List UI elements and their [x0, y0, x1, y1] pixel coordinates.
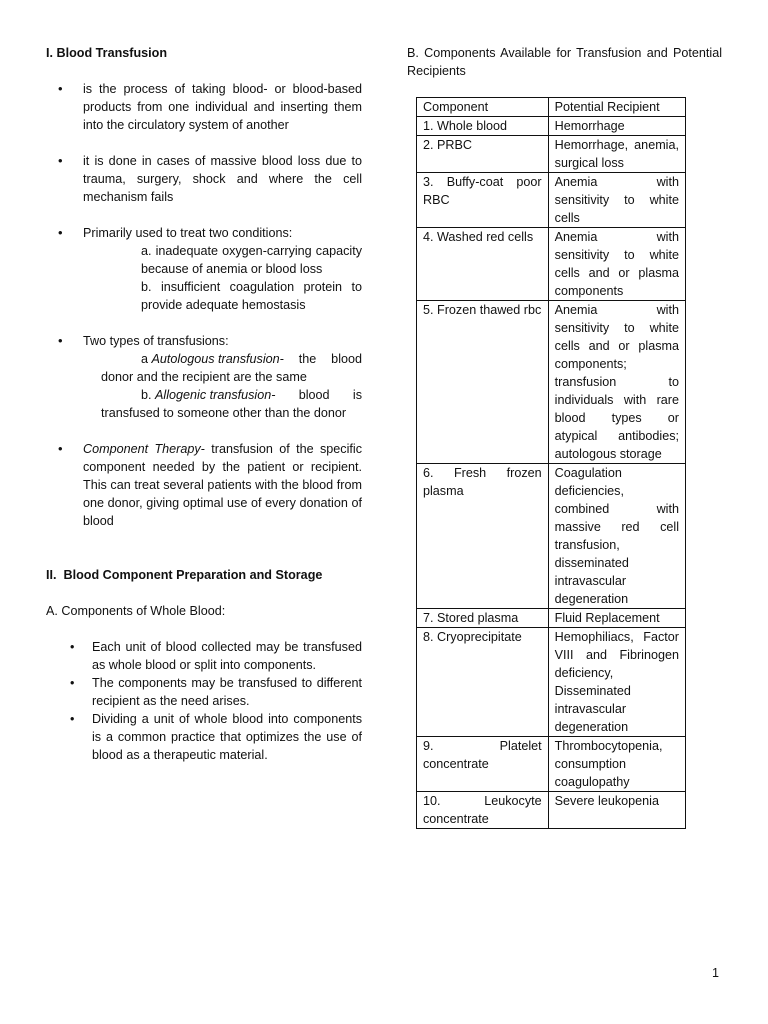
- table-row: [417, 117, 686, 136]
- section2-heading: II. Blood Component Preparation and Storage: [46, 568, 323, 582]
- table-row: [417, 301, 686, 464]
- section2-subheading: A. Components of Whole Blood:: [46, 604, 226, 618]
- list-item: • Dividing a unit of whole blood into components is a common practice that optimizes the use of blood as a therapeutic material.: [46, 710, 362, 764]
- component-cell: 7. Stored plasma: [417, 609, 549, 628]
- type-allogenic: b. Allogenic transfusion- blood is transfused to someone other than the donor: [101, 388, 362, 420]
- bullet-types: • Two types of transfusions: a Autologous transfusion- the blood donor and the recipient are the same b. Allogenic transfusion- blood is transfused to someone other than the donor: [46, 332, 362, 422]
- column-header: Potential Recipient: [548, 98, 685, 117]
- recipient-cell: Anemia with sensitivity to white cells: [548, 173, 685, 228]
- table-row: [417, 173, 686, 228]
- component-cell: 8. Cryoprecipitate: [417, 628, 549, 737]
- table-row: [417, 737, 686, 792]
- condition-a: a. inadequate oxygen-carrying capacity because of anemia or blood loss: [141, 244, 362, 276]
- column-header: Component: [417, 98, 549, 117]
- recipient-cell: Anemia with sensitivity to white cells and or plasma components: [548, 228, 685, 301]
- bullet-cases: • it is done in cases of massive blood loss due to trauma, surgery, shock and where the cell mechanism fails: [46, 152, 362, 206]
- bullet-definition: • is the process of taking blood- or blood-based products from one individual and inserting them into the circulatory system of another: [46, 80, 362, 134]
- table-row: [417, 464, 686, 609]
- recipient-cell: Hemorrhage, anemia, surgical loss: [548, 136, 685, 173]
- recipient-cell: Severe leukopenia: [548, 792, 685, 829]
- bullet-conditions: • Primarily used to treat two conditions: a. inadequate oxygen-carrying capacity because of anemia or blood loss b. insufficient coagulation protein to provide adequate hemostasis: [46, 224, 362, 314]
- table-row: [417, 136, 686, 173]
- list-item: • Each unit of blood collected may be transfused as whole blood or split into components.: [46, 638, 362, 674]
- table-row: [417, 792, 686, 829]
- section2-bullets: [46, 638, 362, 764]
- recipient-cell: Hemorrhage: [548, 117, 685, 136]
- component-cell: 6. Fresh frozen plasma: [417, 464, 549, 609]
- page-number: 1: [712, 966, 720, 980]
- component-cell: 1. Whole blood: [417, 117, 549, 136]
- component-cell: 10. Leukocyte concentrate: [417, 792, 549, 829]
- component-cell: 3. Buffy-coat poor RBC: [417, 173, 549, 228]
- list-item: • The components may be transfused to different recipient as the need arises.: [46, 674, 362, 710]
- component-cell: 9. Platelet concentrate: [417, 737, 549, 792]
- component-cell: 2. PRBC: [417, 136, 549, 173]
- section1-bullets: [46, 80, 362, 530]
- table-row: [417, 628, 686, 737]
- recipient-cell: Anemia with sensitivity to white cells and or plasma components; transfusion to individuals with rare blood types or atypical antibodies; autologous storage: [548, 301, 685, 464]
- component-cell: 5. Frozen thawed rbc: [417, 301, 549, 464]
- table-row: [417, 228, 686, 301]
- table-header-row: [417, 98, 686, 117]
- recipient-cell: Thrombocytopenia, consumption coagulopathy: [548, 737, 685, 792]
- type-autologous: a Autologous transfusion- the blood donor and the recipient are the same: [101, 352, 362, 384]
- recipient-cell: Coagulation deficiencies, combined with massive red cell transfusion, disseminated intravascular degeneration: [548, 464, 685, 609]
- left-column: [46, 44, 362, 764]
- recipient-cell: Hemophiliacs, Factor VIII and Fibrinogen deficiency, Disseminated intravascular degeneration: [548, 628, 685, 737]
- condition-b: b. insufficient coagulation protein to provide adequate hemostasis: [141, 280, 362, 312]
- components-table: [416, 97, 686, 829]
- sectionB-heading: B. Components Available for Transfusion and Potential Recipients: [407, 46, 722, 78]
- right-column: [407, 44, 722, 80]
- bullet-component-therapy: • Component Therapy- transfusion of the specific component needed by the patient or recipient. This can treat several patients with the blood from one donor, giving optimal use of every donation of blood: [46, 440, 362, 530]
- component-cell: 4. Washed red cells: [417, 228, 549, 301]
- table-row: [417, 609, 686, 628]
- section1-heading: I. Blood Transfusion: [46, 46, 168, 60]
- recipient-cell: Fluid Replacement: [548, 609, 685, 628]
